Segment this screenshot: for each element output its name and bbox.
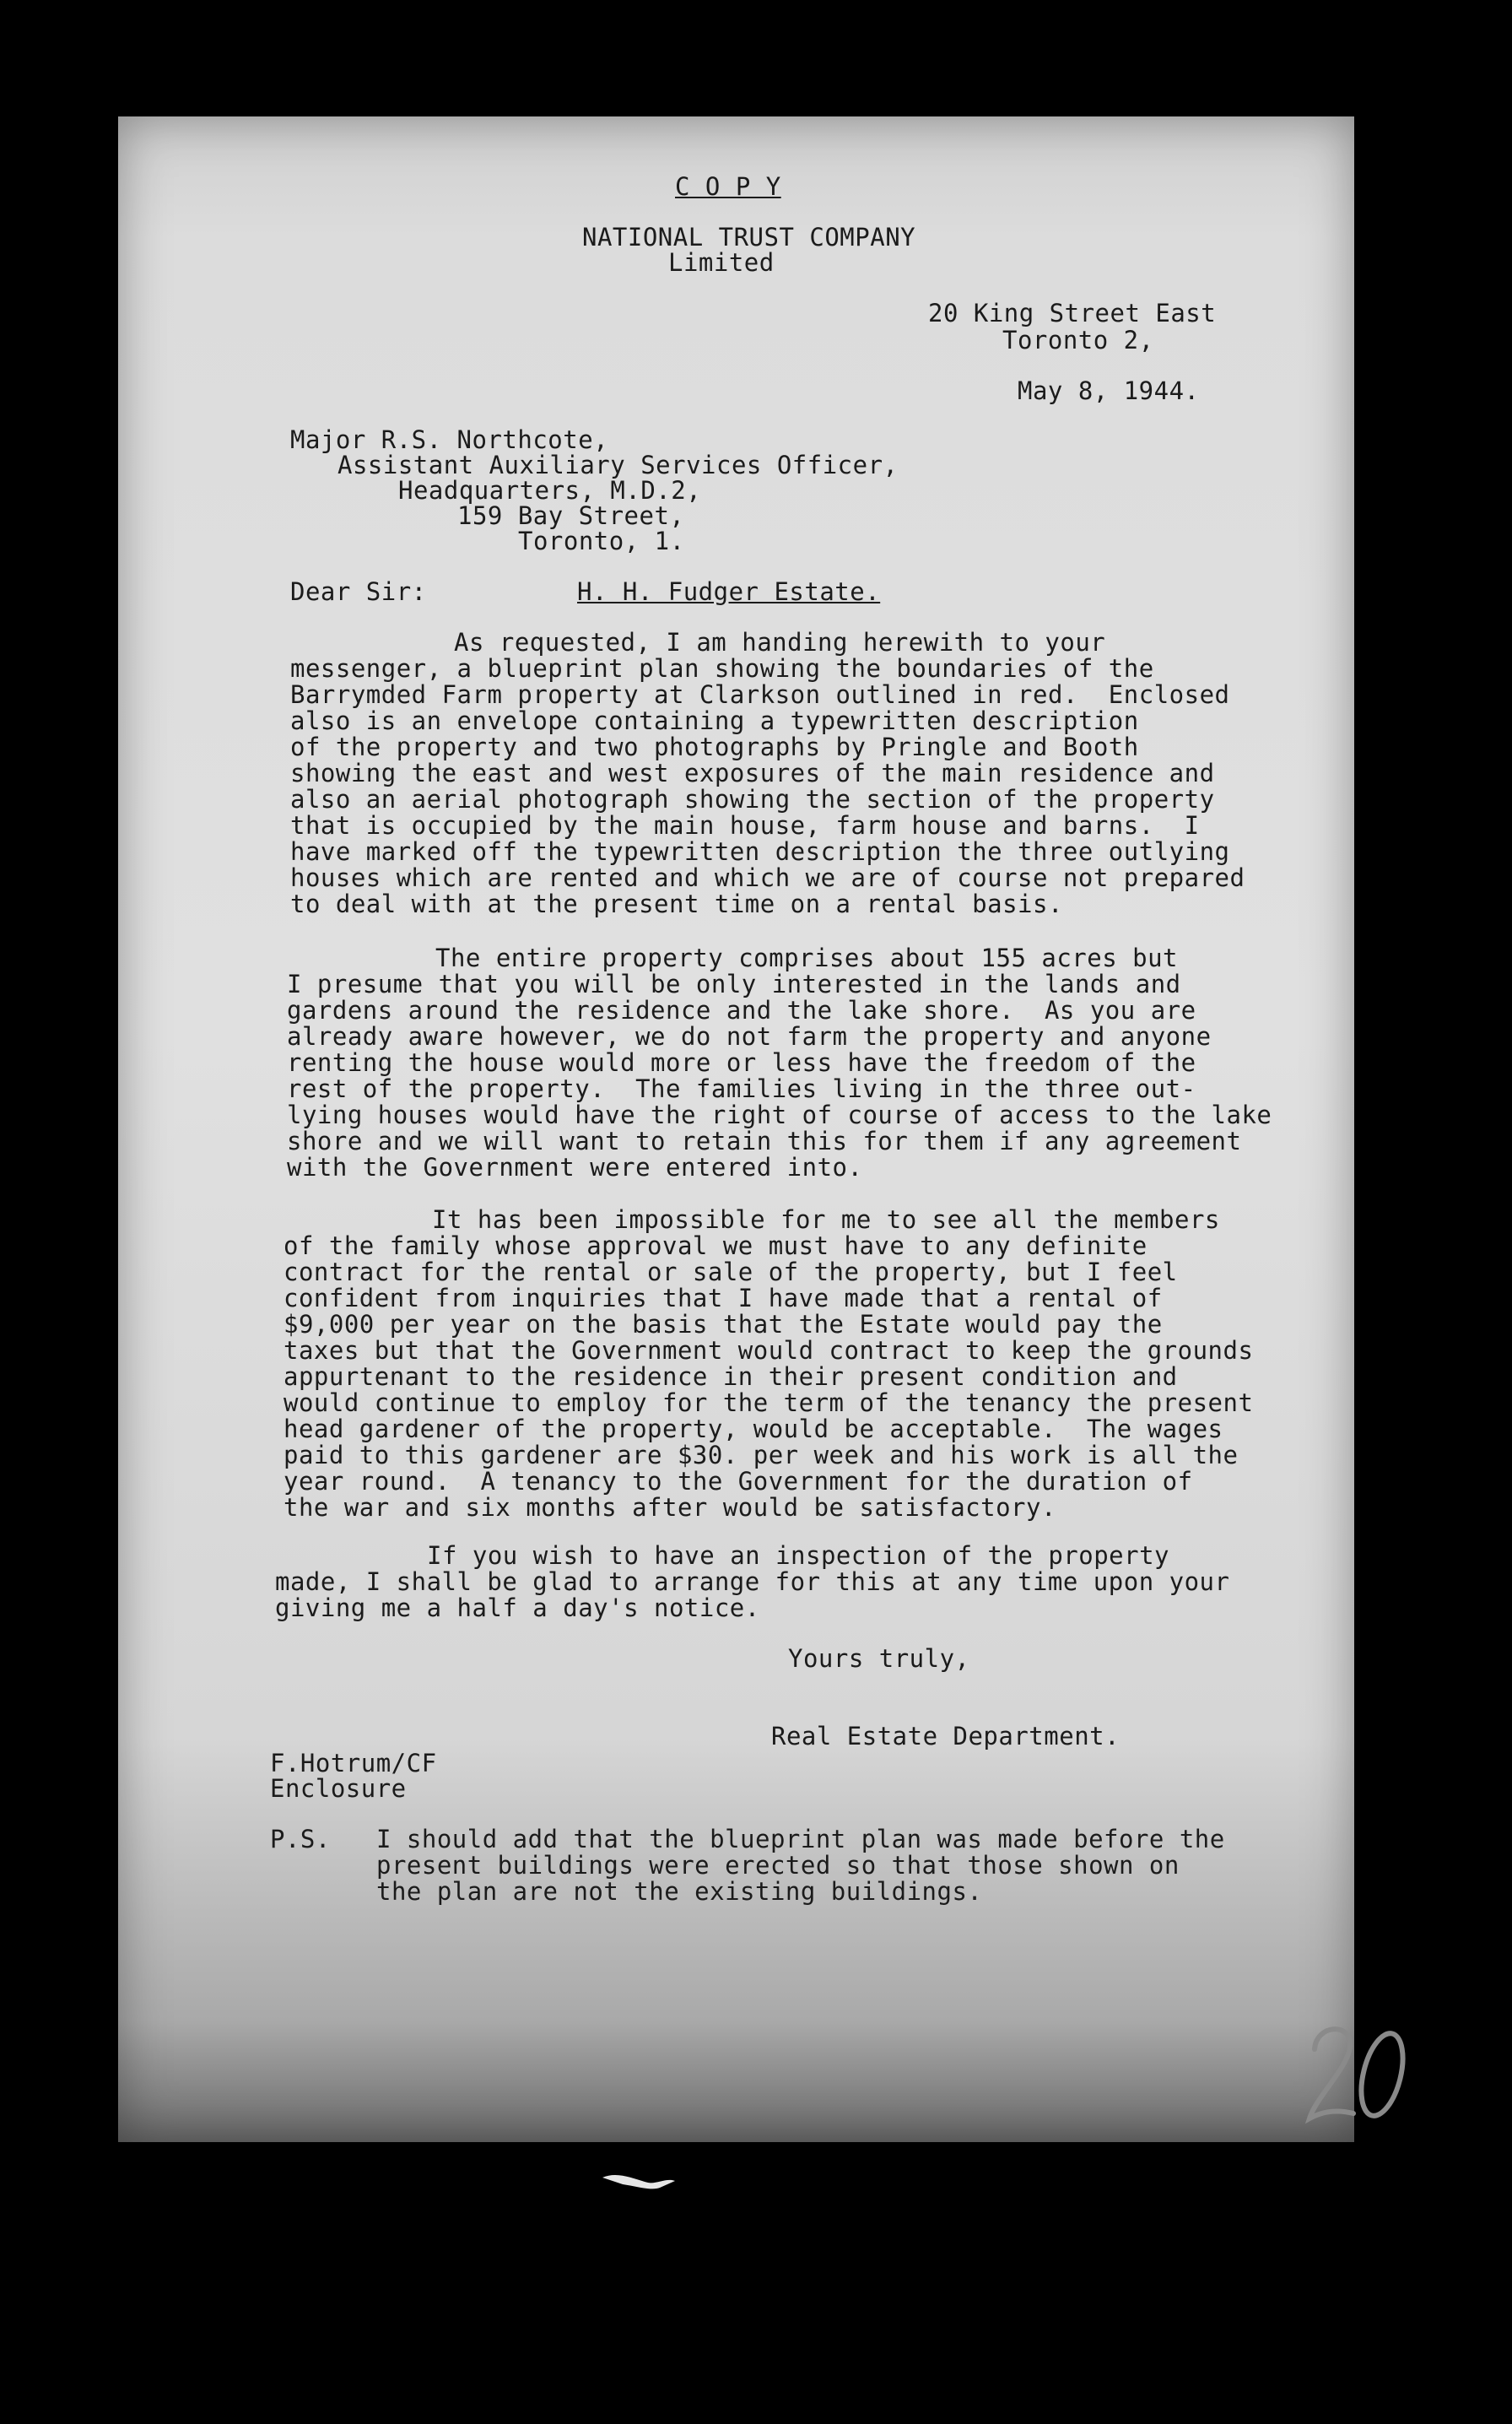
enclosure-note: Enclosure	[270, 1774, 407, 1803]
recipient-line: Assistant Auxiliary Services Officer,	[338, 451, 899, 479]
paragraph-line: It has been impossible for me to see all the members	[432, 1205, 1220, 1234]
paragraph-line: I presume that you will be only interested in the lands and	[287, 970, 1181, 998]
paragraph-line: also an aerial photograph showing the section of the property	[290, 785, 1215, 814]
postscript-line: present buildings were erected so that those shown on	[376, 1851, 1180, 1880]
paragraph-line: rest of the property. The families living in the three out-	[287, 1074, 1196, 1103]
company-suffix: Limited	[668, 248, 775, 277]
paragraph-line: the war and six months after would be satisfactory.	[284, 1493, 1056, 1522]
paragraph-line: lying houses would have the right of course of access to the lake	[287, 1101, 1272, 1129]
typist-initials: F.Hotrum/CF	[270, 1749, 437, 1777]
paragraph-line: of the property and two photographs by Pringle and Booth	[290, 733, 1139, 761]
paragraph-line: shore and we will want to retain this for them if any agreement	[287, 1127, 1242, 1155]
paper-scrap	[601, 2169, 677, 2194]
recipient-line: Headquarters, M.D.2,	[398, 476, 702, 505]
ps-label: P.S.	[270, 1825, 331, 1853]
paragraph-line: to deal with at the present time on a rental basis.	[290, 890, 1063, 918]
postscript-line: I should add that the blueprint plan was made before the	[376, 1825, 1225, 1853]
paragraph-line: with the Government were entered into.	[287, 1153, 863, 1182]
paragraph-line: head gardener of the property, would be acceptable. The wages	[284, 1415, 1223, 1443]
paragraph-1	[290, 630, 1245, 917]
paragraph-line: messenger, a blueprint plan showing the boundaries of the	[290, 654, 1154, 683]
company-name: NATIONAL TRUST COMPANY	[582, 223, 916, 252]
paragraph-line: Barrymded Farm property at Clarkson outlined in red. Enclosed	[290, 680, 1230, 709]
copy-label: C O P Y	[675, 172, 781, 201]
address-line-2: Toronto 2,	[1002, 326, 1154, 354]
recipient-line: Toronto, 1.	[518, 527, 685, 555]
paragraph-line: houses which are rented and which we are of course not prepared	[290, 863, 1245, 892]
paragraph-line: have marked off the typewritten description the three outlying	[290, 837, 1230, 866]
address-line-1: 20 King Street East	[928, 299, 1217, 327]
paragraph-line: renting the house would more or less have the freedom of the	[287, 1048, 1196, 1077]
paragraph-line: As requested, I am handing herewith to your	[454, 628, 1106, 657]
paragraph-line: gardens around the residence and the lake shore. As you are	[287, 996, 1196, 1025]
paragraph-line: would continue to employ for the term of the tenancy the present	[284, 1388, 1254, 1417]
postscript	[376, 1826, 1225, 1905]
paragraph-line: $9,000 per year on the basis that the Estate would pay the	[284, 1310, 1163, 1339]
paragraph-line: paid to this gardener are $30. per week and his work is all the	[284, 1441, 1239, 1469]
letter-page	[118, 116, 1354, 2142]
recipient-line: 159 Bay Street,	[457, 501, 685, 530]
recipient-line: Major R.S. Northcote,	[290, 425, 609, 454]
paragraph-line: taxes but that the Government would contract to keep the grounds	[284, 1336, 1254, 1365]
handwritten-page-number	[1299, 2015, 1409, 2134]
paragraph-3	[284, 1207, 1253, 1521]
paragraph-line: already aware however, we do not farm the property and anyone	[287, 1022, 1212, 1051]
salutation: Dear Sir:	[290, 577, 427, 606]
paragraph-line: also is an envelope containing a typewritten description	[290, 706, 1139, 735]
subject-line: H. H. Fudger Estate.	[577, 577, 881, 606]
paragraph-line: appurtenant to the residence in their present condition and	[284, 1362, 1178, 1391]
paragraph-line: of the family whose approval we must have to any definite	[284, 1231, 1148, 1260]
paragraph-line: giving me a half a day's notice.	[275, 1593, 760, 1622]
paragraph-line: contract for the rental or sale of the property, but I feel	[284, 1258, 1178, 1286]
paragraph-line: made, I shall be glad to arrange for this at any time upon your	[275, 1567, 1230, 1596]
paragraph-line: year round. A tenancy to the Government for the duration of	[284, 1467, 1193, 1496]
paragraph-4	[275, 1543, 1229, 1621]
paragraph-line: If you wish to have an inspection of the property	[427, 1541, 1170, 1570]
paragraph-line: showing the east and west exposures of the main residence and	[290, 759, 1215, 787]
paragraph-2	[287, 945, 1272, 1181]
postscript-line: the plan are not the existing buildings.	[376, 1877, 983, 1906]
paragraph-line: confident from inquiries that I have made that a rental of	[284, 1284, 1163, 1312]
paragraph-line: that is occupied by the main house, farm house and barns. I	[290, 811, 1200, 840]
paragraph-line: The entire property comprises about 155 acres but	[435, 944, 1179, 972]
closing: Yours truly,	[788, 1644, 970, 1673]
department-signature: Real Estate Department.	[771, 1722, 1120, 1750]
letter-date: May 8, 1944.	[1018, 376, 1200, 405]
